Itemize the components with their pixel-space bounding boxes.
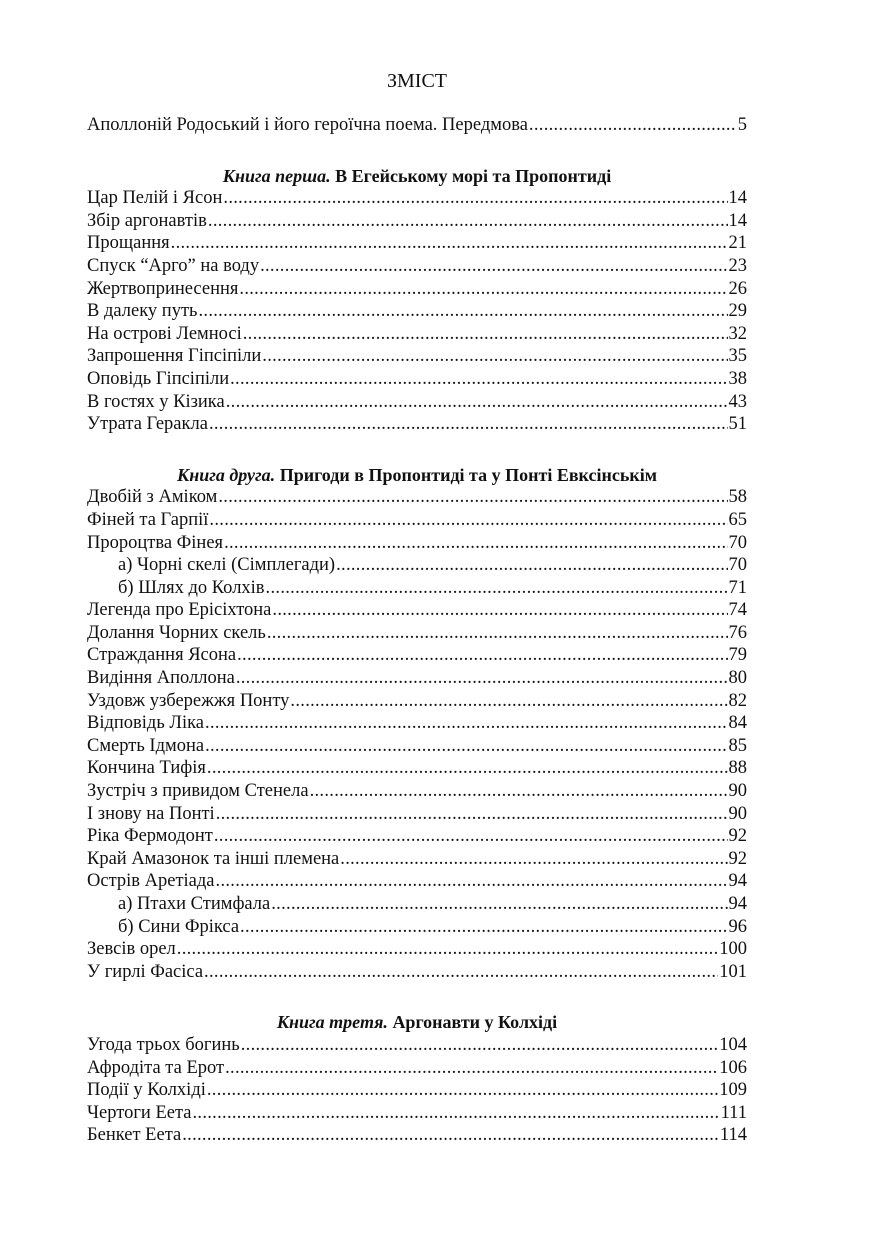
toc-entry bbox=[87, 825, 747, 848]
toc-entry-title: Прощання bbox=[87, 233, 170, 254]
toc-entry bbox=[87, 938, 747, 961]
toc-entry-title: Аполлоній Родоський і його героїчна поема. Передмова bbox=[87, 115, 528, 135]
toc-entry-page: 106 bbox=[719, 1057, 747, 1078]
toc-entry bbox=[87, 848, 747, 871]
toc-entry-page: 88 bbox=[728, 758, 747, 779]
toc-entry-page: 32 bbox=[728, 323, 747, 344]
toc-entry-title: б) Шлях до Колхів bbox=[118, 577, 265, 598]
toc-entry-title: Двобій з Аміком bbox=[87, 487, 218, 508]
toc-entry-page: 38 bbox=[728, 368, 747, 389]
toc-entry bbox=[87, 667, 747, 690]
dot-leader bbox=[209, 509, 727, 532]
toc-entry-page: 71 bbox=[728, 577, 747, 598]
toc-entry-page: 5 bbox=[737, 115, 747, 135]
toc-entry bbox=[87, 893, 747, 916]
toc-entry bbox=[87, 577, 747, 600]
toc-entry-page: 14 bbox=[728, 210, 747, 231]
toc-entry-title: б) Сини Фрікса bbox=[118, 916, 240, 937]
dot-leader bbox=[208, 210, 728, 233]
toc-entry-title: Кончина Тифія bbox=[87, 758, 206, 779]
dot-leader bbox=[205, 735, 727, 758]
toc-entry-page: 79 bbox=[728, 645, 747, 666]
toc-entry-page: 74 bbox=[728, 600, 747, 621]
book-subtitle: В Егейському морі та Пропонтиді bbox=[330, 165, 612, 186]
toc-entry-page: 114 bbox=[719, 1125, 747, 1146]
toc-entry bbox=[87, 232, 747, 255]
dot-leader bbox=[204, 961, 718, 984]
dot-leader bbox=[236, 667, 728, 690]
dot-leader bbox=[239, 278, 727, 301]
toc-entry bbox=[87, 1102, 747, 1125]
toc-entry-title: Смерть Ідмона bbox=[87, 735, 205, 756]
toc-entry-title: Спуск “Арго” на воду bbox=[87, 255, 260, 276]
toc-entry-title: В далеку путь bbox=[87, 301, 198, 322]
dot-leader bbox=[260, 255, 727, 278]
toc-entry-title: У гирлі Фасіса bbox=[87, 961, 204, 982]
toc-entry bbox=[87, 803, 747, 826]
dot-leader bbox=[310, 780, 728, 803]
toc-entry-page: 14 bbox=[728, 188, 747, 209]
toc-entry-title: Афродіта та Ерот bbox=[87, 1057, 225, 1078]
toc-entry-title: Чертоги Еета bbox=[87, 1102, 192, 1123]
book-subtitle: Пригоди в Пропонтиді та у Понті Евксінськім bbox=[275, 464, 657, 485]
toc-entry-page: 26 bbox=[728, 278, 747, 299]
books-list bbox=[87, 165, 747, 1147]
dot-leader bbox=[198, 300, 727, 323]
toc-entry bbox=[87, 210, 747, 233]
toc-entry-title: Цар Пелій і Ясон bbox=[87, 188, 223, 209]
dot-leader bbox=[207, 1079, 718, 1102]
book-heading bbox=[87, 165, 747, 188]
toc-entry bbox=[87, 554, 747, 577]
toc-entry-page: 65 bbox=[728, 509, 747, 530]
toc-entry bbox=[87, 187, 747, 210]
dot-leader bbox=[216, 803, 728, 826]
toc-entry bbox=[87, 1057, 747, 1080]
toc-entry-title: Острів Аретіада bbox=[87, 871, 215, 892]
toc-entry-title: Запрошення Гіпсіпіли bbox=[87, 346, 262, 367]
toc-entry-page: 85 bbox=[728, 735, 747, 756]
toc-entry bbox=[87, 391, 747, 414]
toc-entry-title: Жертвопринесення bbox=[87, 278, 239, 299]
toc-entry-page: 29 bbox=[728, 301, 747, 322]
toc-entry-page: 100 bbox=[719, 939, 747, 960]
toc-entry-title: Утрата Геракла bbox=[87, 414, 208, 435]
dot-leader bbox=[182, 1124, 719, 1147]
page-title: ЗМІСТ bbox=[386, 70, 448, 92]
toc-entry-page: 94 bbox=[728, 894, 747, 914]
toc-entry-title: Уздовж узбережжя Понту bbox=[87, 690, 290, 711]
toc-entry-title: Відповідь Ліка bbox=[87, 713, 204, 734]
toc-entry bbox=[87, 916, 747, 939]
toc-entry bbox=[87, 1034, 747, 1057]
toc-entry-page: 101 bbox=[719, 961, 747, 982]
toc-entry bbox=[87, 1124, 747, 1147]
toc-entry-page: 76 bbox=[728, 622, 747, 643]
dot-leader bbox=[223, 187, 727, 210]
toc-entry-page: 84 bbox=[728, 713, 747, 734]
toc-entry-page: 82 bbox=[728, 690, 747, 711]
toc-entry-title: Зевсів орел bbox=[87, 939, 176, 960]
table-of-contents bbox=[87, 66, 747, 1147]
toc-entry-title: Події у Колхіді bbox=[87, 1080, 206, 1101]
toc-entry-page: 35 bbox=[728, 346, 747, 367]
toc-entry bbox=[87, 644, 747, 667]
toc-entry-page: 94 bbox=[728, 871, 747, 892]
dot-leader bbox=[272, 599, 727, 622]
toc-entry-page: 90 bbox=[728, 803, 747, 824]
dot-leader bbox=[207, 757, 728, 780]
book-label: Книга друга. bbox=[177, 464, 276, 485]
dot-leader bbox=[218, 486, 727, 509]
dot-leader bbox=[209, 413, 728, 436]
dot-leader bbox=[171, 232, 728, 255]
dot-leader bbox=[243, 323, 728, 346]
toc-entry bbox=[87, 345, 747, 368]
book-heading bbox=[87, 464, 747, 487]
toc-entry-title: Ріка Фермодонт bbox=[87, 826, 213, 847]
toc-entry bbox=[87, 323, 747, 346]
toc-entry bbox=[87, 486, 747, 509]
dot-leader bbox=[192, 1102, 719, 1125]
dot-leader bbox=[214, 825, 728, 848]
dot-leader bbox=[340, 848, 727, 871]
toc-entry-title: Пророцтва Фінея bbox=[87, 532, 224, 553]
toc-entry-title: Видіння Аполлона bbox=[87, 668, 235, 689]
toc-entry-page: 70 bbox=[728, 532, 747, 553]
dot-leader bbox=[241, 1034, 719, 1057]
toc-entry bbox=[87, 712, 747, 735]
toc-entry-page: 70 bbox=[728, 555, 747, 576]
toc-entry-page: 92 bbox=[728, 826, 747, 847]
toc-entry-title: На острові Лемносі bbox=[87, 323, 242, 344]
dot-leader bbox=[205, 712, 728, 735]
dot-leader bbox=[266, 577, 728, 600]
toc-entry bbox=[87, 599, 747, 622]
toc-entry bbox=[87, 757, 747, 780]
toc-entry-page: 109 bbox=[719, 1080, 747, 1101]
toc-entry bbox=[87, 413, 747, 436]
toc-entry-title: Страждання Ясона bbox=[87, 645, 237, 666]
toc-entry bbox=[87, 300, 747, 323]
dot-leader bbox=[230, 368, 727, 391]
toc-entry-title: І знову на Понті bbox=[87, 803, 215, 824]
book-label: Книга третя. bbox=[276, 1012, 388, 1033]
toc-entry-title: Оповідь Гіпсіпіли bbox=[87, 368, 230, 389]
dot-leader bbox=[529, 114, 737, 137]
toc-entry bbox=[87, 255, 747, 278]
dot-leader bbox=[262, 345, 727, 368]
dot-leader bbox=[225, 1057, 718, 1080]
toc-entry-page: 104 bbox=[719, 1034, 747, 1055]
dot-leader bbox=[226, 391, 728, 414]
toc-entry-page: 58 bbox=[728, 487, 747, 508]
toc-entry-title: Збір аргонавтів bbox=[87, 210, 207, 231]
toc-entry-title: а) Птахи Стимфала bbox=[118, 894, 271, 914]
dot-leader bbox=[177, 938, 718, 961]
book-label: Книга перша. bbox=[222, 165, 331, 186]
toc-entry-preface bbox=[87, 114, 747, 137]
toc-entry bbox=[87, 278, 747, 301]
dot-leader bbox=[271, 893, 727, 916]
toc-entry-title: Зустріч з привидом Стенела bbox=[87, 781, 309, 802]
dot-leader bbox=[290, 690, 727, 713]
toc-entry bbox=[87, 690, 747, 713]
dot-leader bbox=[216, 870, 728, 893]
toc-entry bbox=[87, 1079, 747, 1102]
toc-entry-page: 43 bbox=[728, 391, 747, 412]
toc-entry-title: Угода трьох богинь bbox=[87, 1034, 240, 1055]
toc-entry bbox=[87, 509, 747, 532]
toc-entry-page: 111 bbox=[720, 1102, 747, 1123]
book-subtitle: Аргонавти у Колхіді bbox=[387, 1012, 558, 1033]
toc-entry bbox=[87, 532, 747, 555]
dot-leader bbox=[240, 916, 727, 939]
toc-entry-page: 92 bbox=[728, 848, 747, 869]
toc-entry-title: а) Чорні скелі (Сімплегади) bbox=[118, 555, 336, 576]
toc-entry bbox=[87, 735, 747, 758]
toc-entry-page: 96 bbox=[728, 916, 747, 937]
toc-entry bbox=[87, 961, 747, 984]
toc-entry bbox=[87, 780, 747, 803]
toc-entry-page: 80 bbox=[728, 668, 747, 689]
toc-entry bbox=[87, 870, 747, 893]
dot-leader bbox=[237, 644, 727, 667]
toc-entry-page: 23 bbox=[728, 255, 747, 276]
toc-entry-title: Край Амазонок та інші племена bbox=[87, 848, 340, 869]
toc-entry-page: 21 bbox=[728, 233, 747, 254]
dot-leader bbox=[336, 554, 727, 577]
toc-entry bbox=[87, 368, 747, 391]
toc-entry-title: Бенкет Еета bbox=[87, 1125, 182, 1146]
toc-entry-title: Долання Чорних скель bbox=[87, 622, 266, 643]
toc-entry-title: В гостях у Кізика bbox=[87, 391, 225, 412]
toc-entry-title: Легенда про Ерісіхтона bbox=[87, 600, 272, 621]
toc-entry bbox=[87, 622, 747, 645]
dot-leader bbox=[224, 532, 727, 555]
dot-leader bbox=[267, 622, 728, 645]
toc-entry-page: 51 bbox=[728, 414, 747, 435]
toc-entry-page: 90 bbox=[728, 781, 747, 802]
toc-entry-title: Фіней та Гарпії bbox=[87, 509, 209, 530]
book-heading bbox=[87, 1011, 747, 1034]
